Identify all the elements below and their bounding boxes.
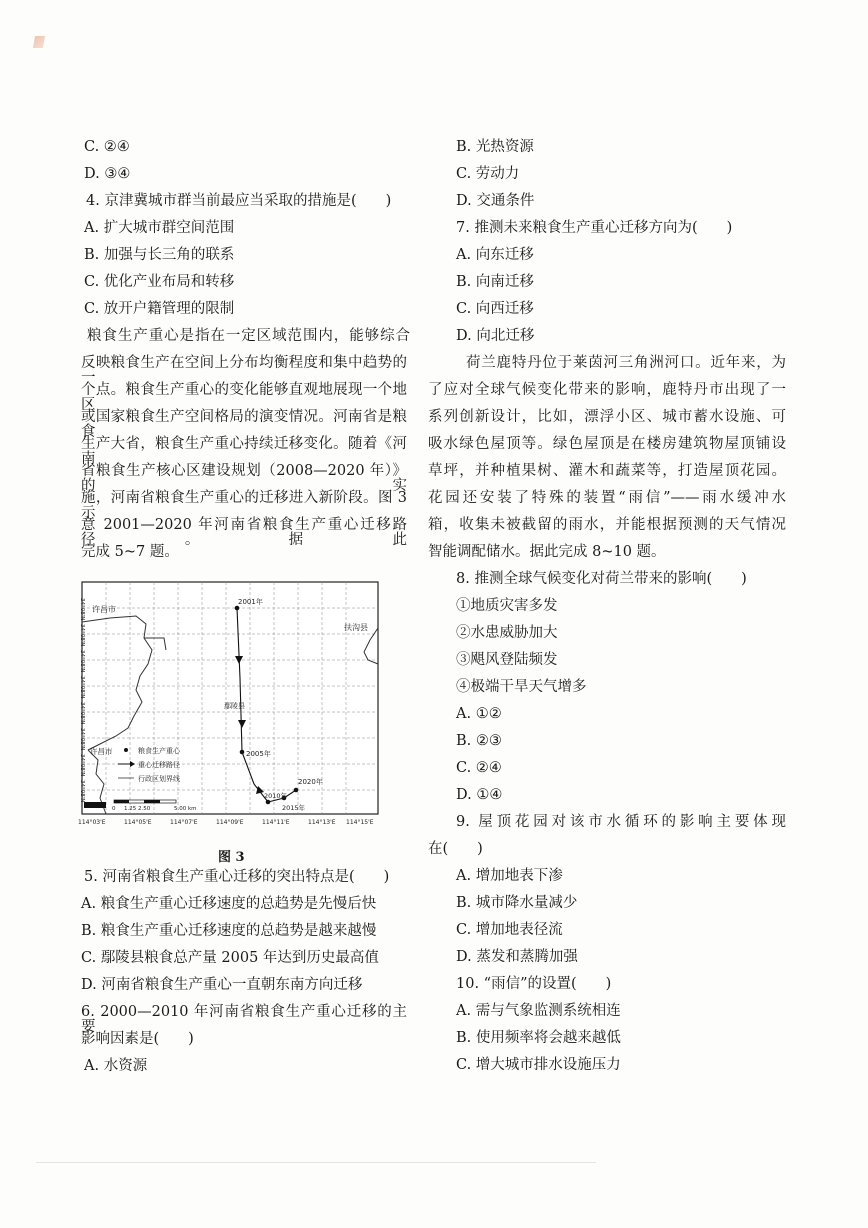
question-7-option-a: A. 向东迁移 [456, 247, 534, 263]
passage-line: 施，河南省粮食生产重心的迁移进入新阶段。图 3 示 [81, 490, 407, 521]
question-9-option-a: A. 增加地表下渗 [456, 868, 563, 884]
label-year-2010: 2010年 [264, 792, 288, 800]
question-5-stem: 5. 河南省粮食生产重心迁移的突出特点是( ) [84, 869, 390, 885]
passage-line: 草坪，并种植果树、灌木和蔬菜等，打造屋顶花园。 [428, 463, 786, 479]
passage-line: 意 2001—2020 年河南省粮食生产重心迁移路径。据此 [81, 517, 407, 548]
passage-line: 省粮食生产核心区建设规划（2008—2020 年）》的实 [81, 463, 407, 494]
label-xuchang-top: 许昌市 [92, 605, 116, 614]
legend-path: 重心迁移路径 [138, 761, 180, 769]
scan-corner-mark [33, 36, 45, 48]
lat-tick: 34°08'N [79, 650, 85, 673]
question-4-option-a: A. 扩大城市群空间范围 [84, 220, 235, 236]
page-bottom-rule [36, 1162, 596, 1163]
question-5-option-a: A. 粮食生产重心迁移速度的总趋势是先慢后快 [81, 896, 377, 912]
label-year-2020: 2020年 [298, 778, 323, 786]
question-8-option-a: A. ①② [456, 706, 502, 722]
question-6-stem-cont: 影响因素是( ) [81, 1031, 194, 1047]
lat-tick: 34°08'N [79, 780, 85, 803]
passage-line: 箱，收集未被截留的雨水，并能根据预测的天气情况 [428, 517, 786, 533]
passage-line: 粮食生产重心是指在一定区域范围内，能够综合 [87, 328, 410, 344]
map-svg [74, 578, 384, 828]
question-5-option-b: B. 粮食生产重心迁移速度的总趋势是越来越慢 [81, 923, 377, 939]
question-6-option-a: A. 水资源 [84, 1058, 148, 1074]
figure-caption: 图 3 [218, 850, 245, 865]
lat-tick: 34°08'N [79, 702, 85, 725]
question-6-option-b: B. 光热资源 [456, 139, 534, 155]
question-4-option-d: C. 放开户籍管理的限制 [84, 301, 235, 317]
scale-label-3: 5.00 km [174, 806, 197, 812]
question-4-stem: 4. 京津冀城市群当前最应当采取的措施是( ) [86, 193, 392, 209]
label-year-2005: 2005年 [246, 750, 271, 758]
question-4-option-b: B. 加强与长三角的联系 [84, 247, 235, 263]
question-7-option-d: D. 向北迁移 [456, 328, 535, 344]
lat-tick: 34°08'N [79, 624, 85, 647]
question-8-item-2: ②水患威胁加大 [456, 625, 558, 641]
question-5-option-c: C. 鄢陵县粮食总产量 2005 年达到历史最高值 [81, 950, 379, 966]
lat-tick: 34°08'N [79, 754, 85, 777]
passage-line: 系列创新设计，比如，漂浮小区、城市蓄水设施、可 [428, 409, 786, 425]
passage-line: 了应对全球气候变化带来的影响，鹿特丹市出现了一 [428, 382, 786, 398]
passage-line: 个点。粮食生产重心的变化能够直观地展现一个地区 [81, 382, 407, 413]
label-yanling: 鄢陵县 [224, 702, 245, 710]
question-6-option-c: C. 劳动力 [456, 166, 520, 182]
question-10-option-c: C. 增大城市排水设施压力 [456, 1057, 621, 1073]
lon-tick: 114°11'E [262, 819, 290, 826]
lon-tick: 114°13'E [308, 819, 336, 826]
question-8-item-3: ③飓风登陆频发 [456, 652, 558, 668]
passage-line: 荷兰鹿特丹位于莱茵河三角洲河口。近年来，为 [466, 355, 786, 371]
question-6-stem: 6. 2000—2010 年河南省粮食生产重心迁移的主要 [81, 1004, 407, 1035]
question-5-option-d: D. 河南省粮食生产重心一直朝东南方向迁移 [81, 977, 363, 993]
question-7-option-c: C. 向西迁移 [456, 301, 534, 317]
lon-tick: 114°07'E [170, 819, 198, 826]
option-c-prev: C. ②④ [84, 139, 130, 155]
question-9-stem-cont: 在( ) [428, 841, 483, 857]
question-8-option-d: D. ①④ [456, 787, 503, 803]
question-9-option-b: B. 城市降水量减少 [456, 895, 578, 911]
passage-line: 完成 5~7 题。 [81, 544, 179, 560]
question-8-stem: 8. 推测全球气候变化对荷兰带来的影响( ) [456, 571, 747, 587]
scale-label-2: 2.50 [138, 806, 151, 812]
lon-tick: 114°03'E [78, 819, 106, 826]
label-year-2015: 2015年 [282, 804, 306, 812]
question-10-stem: 10. “雨信”的设置( ) [456, 976, 612, 992]
passage-line: 花园还安装了特殊的装置“雨信”——雨水缓冲水 [428, 490, 786, 506]
question-9-stem: 9. 屋顶花园对该市水循环的影响主要体现 [456, 814, 786, 830]
label-year-2001: 2001年 [238, 598, 263, 606]
label-xuchang-bottom: 许昌市 [90, 747, 113, 756]
question-6-option-d: D. 交通条件 [456, 193, 535, 209]
question-9-option-d: D. 蒸发和蒸腾加强 [456, 949, 578, 965]
legend-boundary: 行政区划界线 [138, 775, 180, 783]
figure-3-map [74, 578, 384, 828]
question-8-option-c: C. ②④ [456, 760, 502, 776]
question-8-item-1: ①地质灾害多发 [456, 598, 558, 614]
passage-line: 或国家粮食生产空间格局的演变情况。河南省是粮食 [81, 409, 407, 440]
option-d-prev: D. ③④ [84, 166, 131, 182]
passage-line: 生产大省，粮食生产重心持续迁移变化。随着《河南 [81, 436, 407, 467]
passage-line: 吸水绿色屋顶等。绿色屋顶是在楼房建筑物屋顶铺设 [428, 436, 786, 452]
legend-center: 粮食生产重心 [138, 747, 180, 755]
lat-tick: 34°08'N [79, 728, 85, 751]
question-8-option-b: B. ②③ [456, 733, 502, 749]
longitude-ticks [78, 819, 374, 826]
passage-line: 反映粮食生产在空间上分布均衡程度和集中趋势的一 [81, 355, 407, 386]
question-8-item-4: ④极端干旱天气增多 [456, 679, 587, 695]
label-fugou: 扶沟县 [344, 623, 368, 632]
lon-tick: 114°09'E [216, 819, 244, 826]
lon-tick: 114°05'E [124, 819, 152, 826]
question-10-option-a: A. 需与气象监测系统相连 [456, 1003, 621, 1019]
scale-label-1: 1.25 [124, 806, 137, 812]
question-7-option-b: B. 向南迁移 [456, 274, 534, 290]
lon-tick: 114°15'E [346, 819, 374, 826]
lat-tick: 34°08'N [79, 598, 85, 621]
scale-label-0: 0 [112, 806, 116, 812]
question-7-stem: 7. 推测未来粮食生产重心迁移方向为( ) [456, 220, 733, 236]
question-9-option-c: C. 增加地表径流 [456, 922, 563, 938]
lat-tick: 34°08'N [79, 676, 85, 699]
passage-line: 智能调配储水。据此完成 8~10 题。 [428, 544, 666, 560]
question-4-option-c: C. 优化产业布局和转移 [84, 274, 235, 290]
question-10-option-b: B. 使用频率将会越来越低 [456, 1030, 621, 1046]
